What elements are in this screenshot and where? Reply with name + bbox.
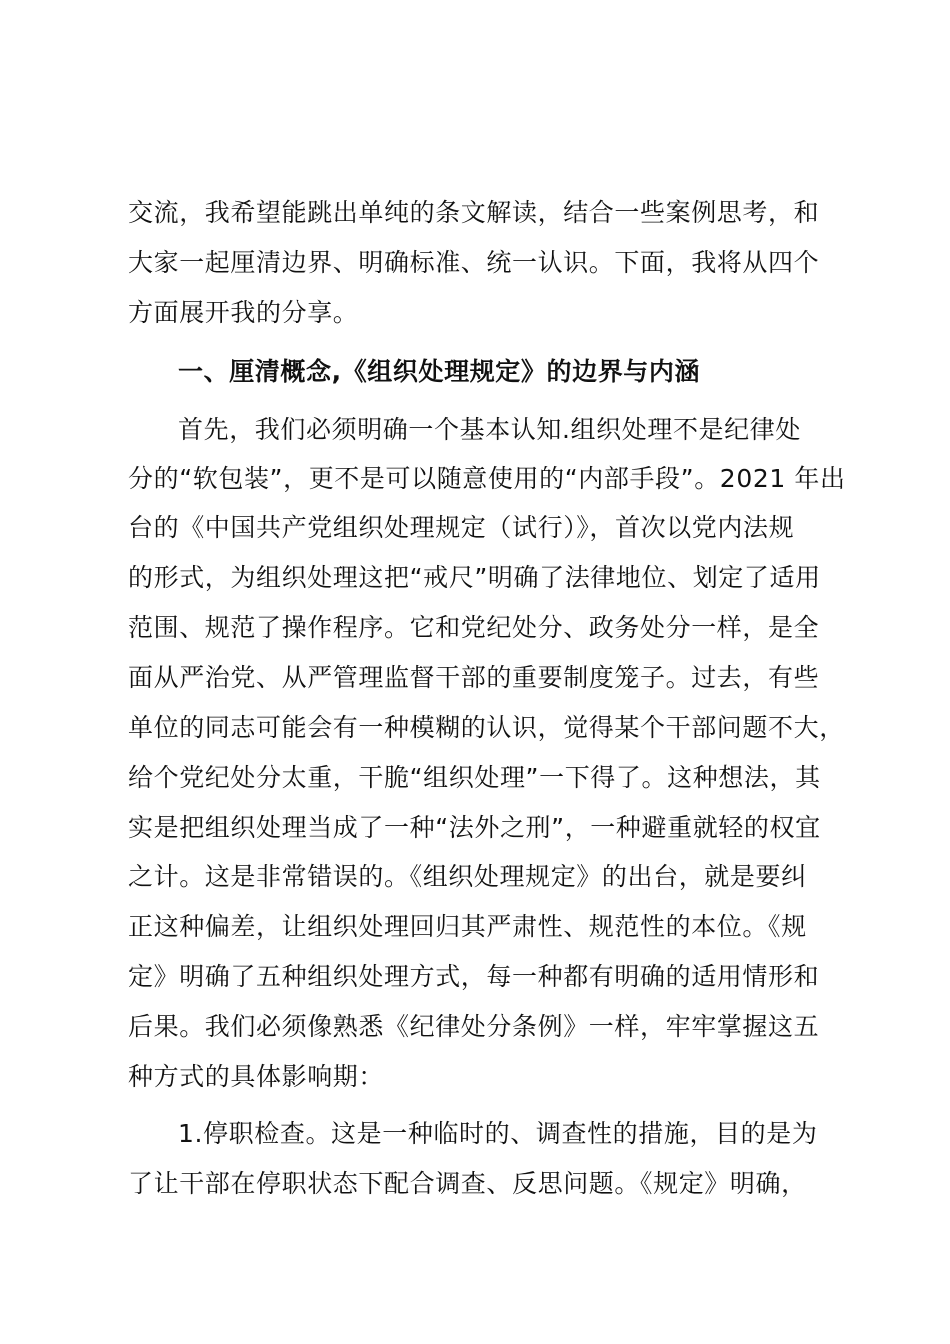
intro-line: 方面展开我的分享。 <box>128 298 359 327</box>
paragraph-line: 定》明确了五种组织处理方式，每一种都有明确的适用情形和 <box>128 962 820 991</box>
paragraph-line: 种方式的具体影响期： <box>128 1062 385 1091</box>
paragraph-line: 正这种偏差，让组织处理回归其严肃性、规范性的本位。《规 <box>128 912 807 941</box>
paragraph-line: 了让干部在停职状态下配合调查、反思问题。《规定》明确， <box>128 1169 807 1198</box>
paragraph-line: 的形式，为组织处理这把“戒尺”明确了法律地位、划定了适用 <box>128 563 821 592</box>
paragraph-line: 之计。这是非常错误的。《组织处理规定》的出台，就是要纠 <box>128 862 807 891</box>
paragraph-line: 1.停职检查。这是一种临时的、调查性的措施，目的是为 <box>178 1119 818 1148</box>
paragraph-line: 后果。我们必须像熟悉《纪律处分条例》一样，牢牢掌握这五 <box>128 1012 820 1041</box>
paragraph-line: 首先，我们必须明确一个基本认知.组织处理不是纪律处 <box>178 415 801 444</box>
paragraph-line: 面从严治党、从严管理监督干部的重要制度笼子。过去，有些 <box>128 663 820 692</box>
paragraph-line: 台的《中国共产党组织处理规定（试行）》，首次以党内法规 <box>128 513 795 542</box>
intro-line: 交流，我希望能跳出单纯的条文解读，结合一些案例思考，和 <box>128 198 820 227</box>
paragraph-line: 实是把组织处理当成了一种“法外之刑”，一种避重就轻的权宜 <box>128 813 821 842</box>
paragraph-line: 给个党纪处分太重，干脆“组织处理”一下得了。这种想法，其 <box>128 763 821 792</box>
paragraph-line: 单位的同志可能会有一种模糊的认识，觉得某个干部问题不大， <box>128 713 845 742</box>
section-heading: 一、厘清概念,《组织处理规定》的边界与内涵 <box>178 357 701 386</box>
intro-line: 大家一起厘清边界、明确标准、统一认识。下面，我将从四个 <box>128 248 820 277</box>
paragraph-line: 分的“软包装”，更不是可以随意使用的“内部手段”。2021 年出 <box>128 464 846 493</box>
paragraph-line: 范围、规范了操作程序。它和党纪处分、政务处分一样，是全 <box>128 613 820 642</box>
